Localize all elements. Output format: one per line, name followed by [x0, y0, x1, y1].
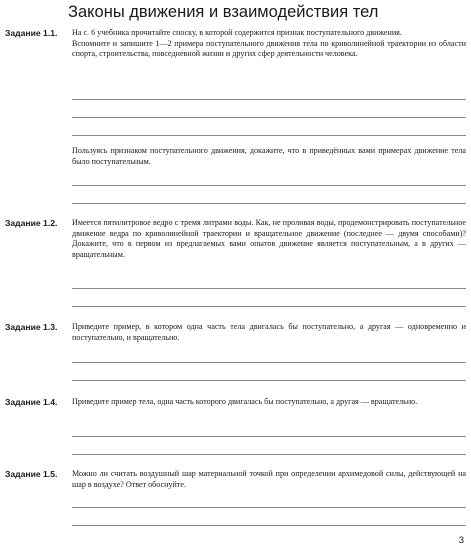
task-label: Задание 1.1. — [5, 28, 58, 38]
answer-line[interactable] — [72, 117, 466, 118]
page-title: Законы движения и взаимодействия тел — [68, 3, 379, 21]
task-paragraph: Приведите пример, в котором одна часть тела двигалась бы поступательно, а другая — одновременно и поступательно, и вращательно. — [72, 322, 466, 342]
task-label: Задание 1.2. — [5, 218, 58, 228]
task-label: Задание 1.5. — [5, 469, 58, 479]
task-text — [72, 469, 466, 490]
page-number: 3 — [458, 535, 464, 546]
task-text — [72, 322, 466, 343]
task-paragraph: Можно ли считать воздушный шар материальной точкой при определении архимедовой силы, действующей на шар в воздухе? Ответ обоснуйте. — [72, 469, 466, 489]
task-paragraph: Приведите пример тела, одна часть которого двигалась бы поступательно, а другая — вращательно. — [72, 397, 418, 406]
answer-line[interactable] — [72, 185, 466, 186]
task-text — [72, 28, 466, 60]
task-paragraph: На с. 6 учебника прочитайте сноску, в которой содержится признак поступательного движения. — [72, 28, 402, 37]
answer-line[interactable] — [72, 99, 466, 100]
answer-line[interactable] — [72, 454, 466, 455]
answer-line[interactable] — [72, 203, 466, 204]
task-text — [72, 397, 466, 408]
answer-line[interactable] — [72, 306, 466, 307]
answer-line[interactable] — [72, 380, 466, 381]
answer-line[interactable] — [72, 436, 466, 437]
task-label: Задание 1.4. — [5, 397, 58, 407]
task-label: Задание 1.3. — [5, 322, 58, 332]
task-paragraph: Вспомните и запишите 1—2 примера поступательного движения тела по криволинейной траектории из области спорта, строительства, повседневной жизни и других сфер деятельности человека. — [72, 38, 466, 59]
answer-line[interactable] — [72, 507, 466, 508]
answer-line[interactable] — [72, 135, 466, 136]
task-text — [72, 218, 466, 260]
task-text — [72, 146, 466, 167]
answer-line[interactable] — [72, 288, 466, 289]
answer-line[interactable] — [72, 362, 466, 363]
task-paragraph: Пользуясь признаком поступательного движения, докажите, что в приведённых вами примерах движение тела было поступательным. — [72, 146, 466, 166]
task-paragraph: Имеется пятилитровое ведро с тремя литрами воды. Как, не проливая воды, продемонстрировать поступательное движение ведра по криволинейной траектории и вращательное движение (последнее — двумя способами)? Докажите, что в первом из предлагаемых вами опытов движение является поступательным, а в других — вращательным. — [72, 218, 466, 259]
answer-line[interactable] — [72, 525, 466, 526]
